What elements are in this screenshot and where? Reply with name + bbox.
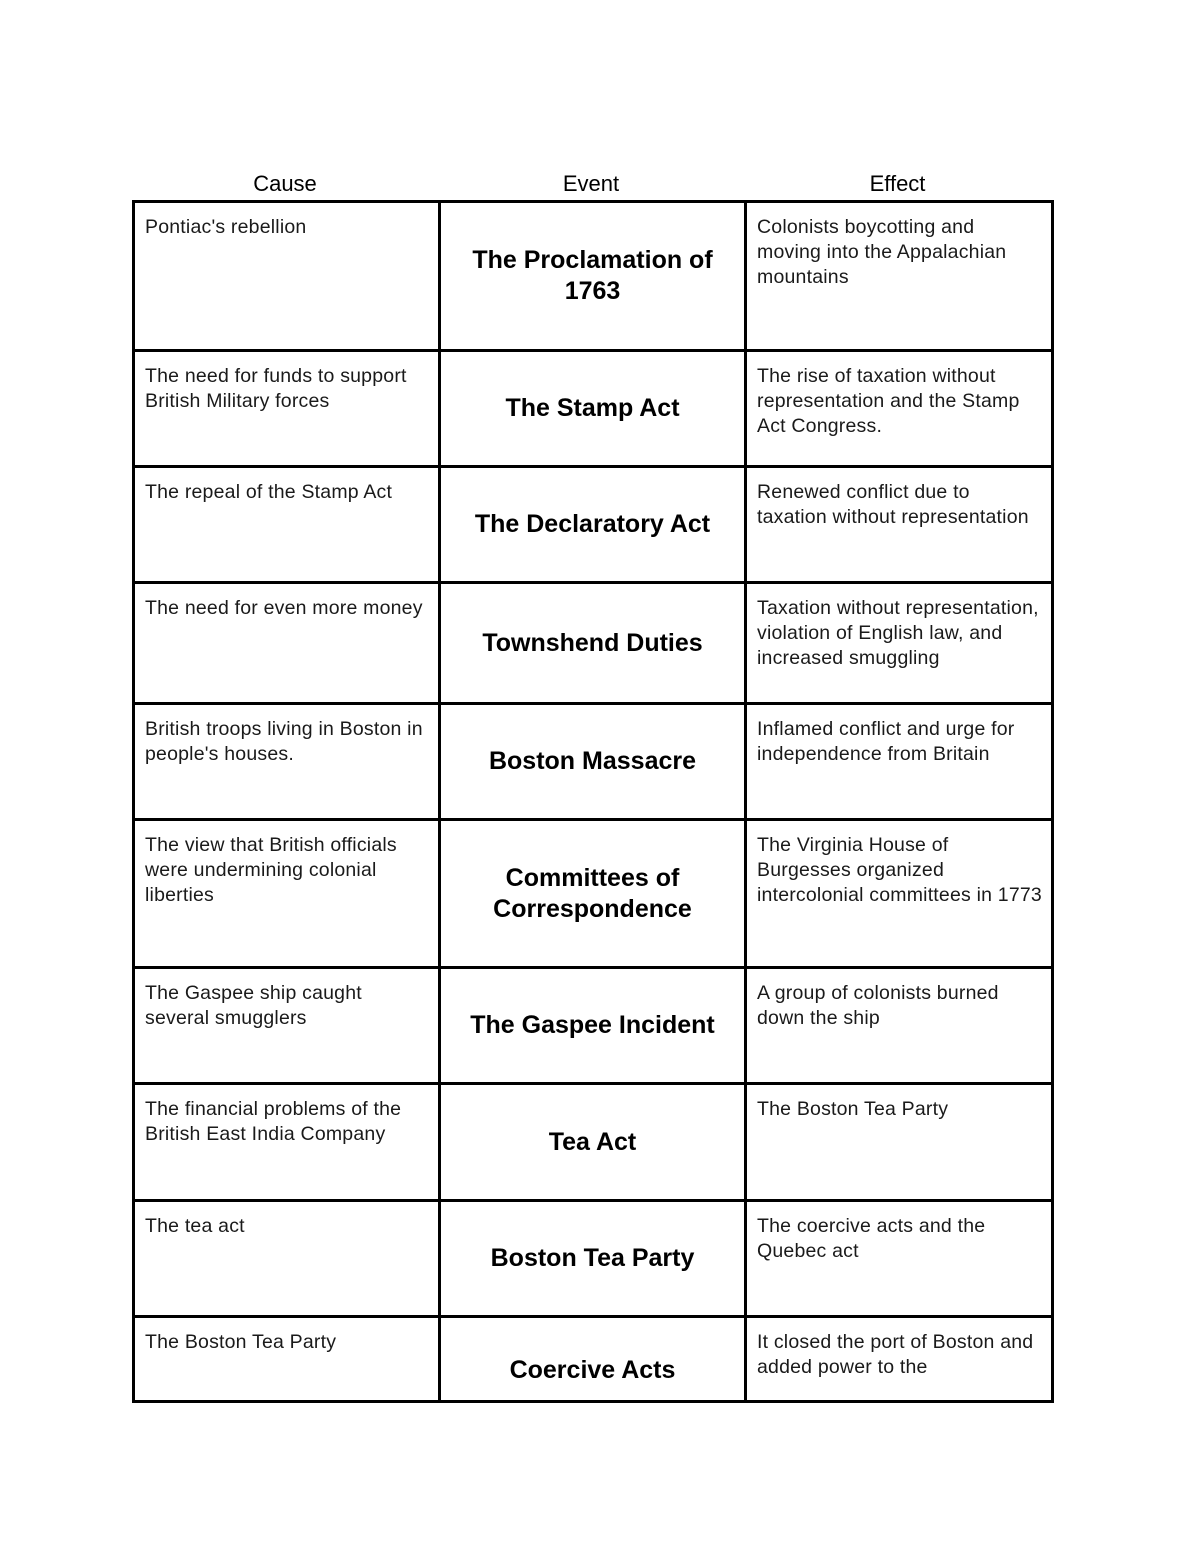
cause-cell: The Boston Tea Party	[134, 1317, 440, 1402]
cause-cell: The view that British officials were undermining colonial liberties	[134, 820, 440, 968]
table-row	[134, 820, 1053, 968]
cause-cell: The financial problems of the British East India Company	[134, 1084, 440, 1201]
effect-cell: The rise of taxation without representation and the Stamp Act Congress.	[746, 351, 1053, 467]
event-cell: The Stamp Act	[440, 351, 746, 467]
cause-event-effect-table	[132, 200, 1054, 1403]
header-effect: Effect	[869, 171, 926, 196]
event-cell: Coercive Acts	[440, 1317, 746, 1402]
table-row	[134, 202, 1053, 351]
effect-cell: Renewed conflict due to taxation without representation	[746, 467, 1053, 583]
table-row	[134, 968, 1053, 1084]
effect-cell: Colonists boycotting and moving into the Appalachian mountains	[746, 202, 1053, 351]
cause-cell: The tea act	[134, 1201, 440, 1317]
cause-cell: The need for even more money	[134, 583, 440, 704]
event-cell: The Declaratory Act	[440, 467, 746, 583]
event-cell: Tea Act	[440, 1084, 746, 1201]
table-row	[134, 704, 1053, 820]
effect-cell: The Boston Tea Party	[746, 1084, 1053, 1201]
event-cell: Boston Massacre	[440, 704, 746, 820]
header-event: Event	[562, 171, 620, 196]
table-row	[134, 1317, 1053, 1402]
table-row	[134, 583, 1053, 704]
cause-cell: The need for funds to support British Military forces	[134, 351, 440, 467]
event-cell: Boston Tea Party	[440, 1201, 746, 1317]
table-row	[134, 1084, 1053, 1201]
table-header-row	[132, 170, 1051, 198]
effect-cell: The Virginia House of Burgesses organized intercolonial committees in 1773	[746, 820, 1053, 968]
cause-cell: The Gaspee ship caught several smugglers	[134, 968, 440, 1084]
table-row	[134, 351, 1053, 467]
cause-cell: British troops living in Boston in people's houses.	[134, 704, 440, 820]
effect-cell: A group of colonists burned down the ship	[746, 968, 1053, 1084]
event-cell: Townshend Duties	[440, 583, 746, 704]
cause-cell: Pontiac's rebellion	[134, 202, 440, 351]
table-row	[134, 1201, 1053, 1317]
event-cell: The Gaspee Incident	[440, 968, 746, 1084]
effect-cell: Taxation without representation, violation of English law, and increased smuggling	[746, 583, 1053, 704]
effect-cell: The coercive acts and the Quebec act	[746, 1201, 1053, 1317]
effect-cell: Inflamed conflict and urge for independence from Britain	[746, 704, 1053, 820]
header-cause: Cause	[253, 171, 317, 196]
cause-cell: The repeal of the Stamp Act	[134, 467, 440, 583]
event-cell: Committees of Correspondence	[440, 820, 746, 968]
table-row	[134, 467, 1053, 583]
event-cell: The Proclamation of 1763	[440, 202, 746, 351]
effect-cell: It closed the port of Boston and added power to the	[746, 1317, 1053, 1402]
